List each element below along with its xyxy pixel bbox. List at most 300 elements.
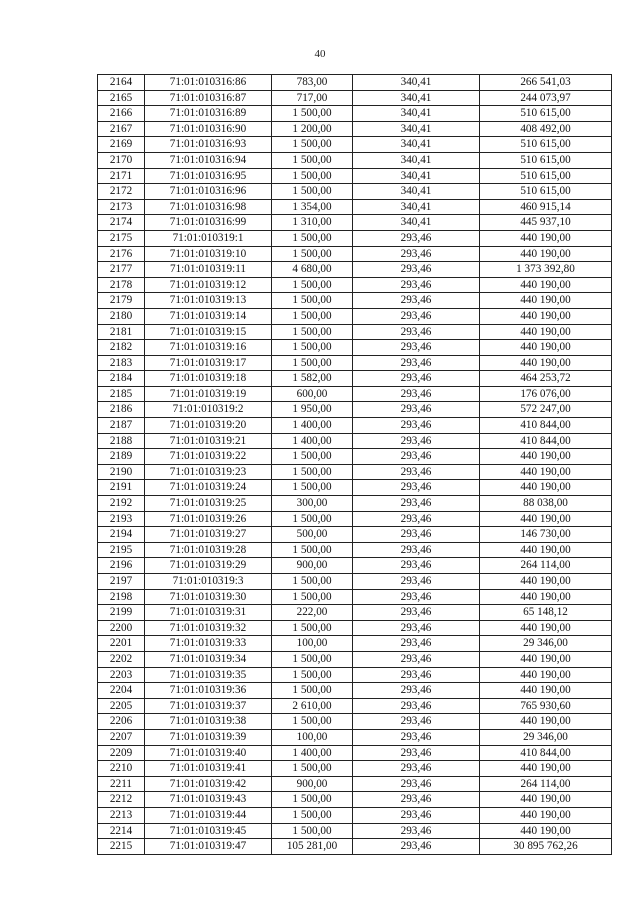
specific-value-cell: 293,46 bbox=[353, 527, 480, 543]
cadastral-number-cell: 71:01:010316:94 bbox=[145, 152, 272, 168]
cadastral-number-cell: 71:01:010319:42 bbox=[145, 776, 272, 792]
cadastral-value-cell: 440 190,00 bbox=[480, 761, 612, 777]
cadastral-number-cell: 71:01:010319:16 bbox=[145, 340, 272, 356]
table-row bbox=[98, 168, 612, 184]
cadastral-number-cell: 71:01:010319:3 bbox=[145, 574, 272, 590]
specific-value-cell: 293,46 bbox=[353, 308, 480, 324]
specific-value-cell: 293,46 bbox=[353, 667, 480, 683]
cadastral-number-cell: 71:01:010316:98 bbox=[145, 199, 272, 215]
cadastral-number-cell: 71:01:010319:23 bbox=[145, 464, 272, 480]
area-cell: 1 500,00 bbox=[272, 651, 353, 667]
cadastral-value-cell: 440 190,00 bbox=[480, 792, 612, 808]
cadastral-value-cell: 440 190,00 bbox=[480, 807, 612, 823]
cadastral-value-cell: 440 190,00 bbox=[480, 324, 612, 340]
row-number-cell: 2170 bbox=[98, 152, 145, 168]
specific-value-cell: 293,46 bbox=[353, 293, 480, 309]
area-cell: 1 500,00 bbox=[272, 137, 353, 153]
row-number-cell: 2202 bbox=[98, 651, 145, 667]
cadastral-value-cell: 440 190,00 bbox=[480, 340, 612, 356]
cadastral-value-cell: 440 190,00 bbox=[480, 589, 612, 605]
specific-value-cell: 340,41 bbox=[353, 199, 480, 215]
cadastral-number-cell: 71:01:010319:33 bbox=[145, 636, 272, 652]
cadastral-number-cell: 71:01:010316:87 bbox=[145, 90, 272, 106]
area-cell: 783,00 bbox=[272, 75, 353, 91]
cadastral-number-cell: 71:01:010319:18 bbox=[145, 371, 272, 387]
table-row bbox=[98, 683, 612, 699]
row-number-cell: 2195 bbox=[98, 542, 145, 558]
specific-value-cell: 293,46 bbox=[353, 386, 480, 402]
cadastral-number-cell: 71:01:010319:22 bbox=[145, 449, 272, 465]
cadastral-value-cell: 440 190,00 bbox=[480, 464, 612, 480]
row-number-cell: 2194 bbox=[98, 527, 145, 543]
cadastral-number-cell: 71:01:010319:10 bbox=[145, 246, 272, 262]
cadastral-value-cell: 1 373 392,80 bbox=[480, 262, 612, 278]
row-number-cell: 2169 bbox=[98, 137, 145, 153]
cadastral-value-cell: 440 190,00 bbox=[480, 620, 612, 636]
area-cell: 1 500,00 bbox=[272, 807, 353, 823]
cadastral-number-cell: 71:01:010319:27 bbox=[145, 527, 272, 543]
row-number-cell: 2182 bbox=[98, 340, 145, 356]
cadastral-number-cell: 71:01:010319:35 bbox=[145, 667, 272, 683]
cadastral-number-cell: 71:01:010316:99 bbox=[145, 215, 272, 231]
row-number-cell: 2171 bbox=[98, 168, 145, 184]
table-row bbox=[98, 651, 612, 667]
cadastral-value-cell: 510 615,00 bbox=[480, 106, 612, 122]
specific-value-cell: 293,46 bbox=[353, 418, 480, 434]
cadastral-value-table bbox=[97, 74, 612, 855]
row-number-cell: 2177 bbox=[98, 262, 145, 278]
cadastral-number-cell: 71:01:010319:40 bbox=[145, 745, 272, 761]
specific-value-cell: 293,46 bbox=[353, 729, 480, 745]
specific-value-cell: 340,41 bbox=[353, 121, 480, 137]
table-row bbox=[98, 449, 612, 465]
cadastral-value-cell: 440 190,00 bbox=[480, 480, 612, 496]
row-number-cell: 2166 bbox=[98, 106, 145, 122]
area-cell: 1 310,00 bbox=[272, 215, 353, 231]
cadastral-number-cell: 71:01:010319:13 bbox=[145, 293, 272, 309]
table-body bbox=[98, 75, 612, 855]
cadastral-number-cell: 71:01:010319:47 bbox=[145, 839, 272, 855]
cadastral-number-cell: 71:01:010319:24 bbox=[145, 480, 272, 496]
specific-value-cell: 293,46 bbox=[353, 698, 480, 714]
area-cell: 1 500,00 bbox=[272, 230, 353, 246]
table-row bbox=[98, 542, 612, 558]
table-row bbox=[98, 106, 612, 122]
area-cell: 1 500,00 bbox=[272, 792, 353, 808]
specific-value-cell: 340,41 bbox=[353, 152, 480, 168]
area-cell: 1 500,00 bbox=[272, 324, 353, 340]
area-cell: 1 500,00 bbox=[272, 683, 353, 699]
area-cell: 100,00 bbox=[272, 636, 353, 652]
table-row bbox=[98, 714, 612, 730]
cadastral-number-cell: 71:01:010319:14 bbox=[145, 308, 272, 324]
cadastral-value-cell: 765 930,60 bbox=[480, 698, 612, 714]
area-cell: 1 500,00 bbox=[272, 761, 353, 777]
area-cell: 105 281,00 bbox=[272, 839, 353, 855]
table-row bbox=[98, 75, 612, 91]
specific-value-cell: 293,46 bbox=[353, 449, 480, 465]
row-number-cell: 2198 bbox=[98, 589, 145, 605]
row-number-cell: 2185 bbox=[98, 386, 145, 402]
cadastral-number-cell: 71:01:010319:15 bbox=[145, 324, 272, 340]
table-row bbox=[98, 402, 612, 418]
specific-value-cell: 293,46 bbox=[353, 324, 480, 340]
row-number-cell: 2188 bbox=[98, 433, 145, 449]
specific-value-cell: 293,46 bbox=[353, 839, 480, 855]
row-number-cell: 2186 bbox=[98, 402, 145, 418]
row-number-cell: 2212 bbox=[98, 792, 145, 808]
table-row bbox=[98, 480, 612, 496]
cadastral-value-cell: 440 190,00 bbox=[480, 667, 612, 683]
table-row bbox=[98, 137, 612, 153]
area-cell: 500,00 bbox=[272, 527, 353, 543]
table-row bbox=[98, 293, 612, 309]
cadastral-number-cell: 71:01:010319:45 bbox=[145, 823, 272, 839]
cadastral-number-cell: 71:01:010319:41 bbox=[145, 761, 272, 777]
cadastral-value-cell: 266 541,03 bbox=[480, 75, 612, 91]
area-cell: 1 950,00 bbox=[272, 402, 353, 418]
specific-value-cell: 293,46 bbox=[353, 574, 480, 590]
area-cell: 1 500,00 bbox=[272, 184, 353, 200]
cadastral-number-cell: 71:01:010319:2 bbox=[145, 402, 272, 418]
specific-value-cell: 293,46 bbox=[353, 277, 480, 293]
specific-value-cell: 340,41 bbox=[353, 90, 480, 106]
table-row bbox=[98, 277, 612, 293]
specific-value-cell: 293,46 bbox=[353, 402, 480, 418]
area-cell: 1 500,00 bbox=[272, 574, 353, 590]
row-number-cell: 2175 bbox=[98, 230, 145, 246]
cadastral-number-cell: 71:01:010319:44 bbox=[145, 807, 272, 823]
cadastral-value-cell: 445 937,10 bbox=[480, 215, 612, 231]
specific-value-cell: 293,46 bbox=[353, 230, 480, 246]
cadastral-value-cell: 440 190,00 bbox=[480, 651, 612, 667]
area-cell: 1 500,00 bbox=[272, 340, 353, 356]
row-number-cell: 2193 bbox=[98, 511, 145, 527]
table-row bbox=[98, 199, 612, 215]
area-cell: 1 500,00 bbox=[272, 511, 353, 527]
area-cell: 1 500,00 bbox=[272, 464, 353, 480]
cadastral-value-cell: 440 190,00 bbox=[480, 277, 612, 293]
cadastral-number-cell: 71:01:010319:19 bbox=[145, 386, 272, 402]
cadastral-value-cell: 440 190,00 bbox=[480, 293, 612, 309]
row-number-cell: 2214 bbox=[98, 823, 145, 839]
area-cell: 1 500,00 bbox=[272, 246, 353, 262]
table-row bbox=[98, 433, 612, 449]
cadastral-value-cell: 440 190,00 bbox=[480, 308, 612, 324]
cadastral-number-cell: 71:01:010319:43 bbox=[145, 792, 272, 808]
specific-value-cell: 293,46 bbox=[353, 542, 480, 558]
table-row bbox=[98, 636, 612, 652]
area-cell: 1 500,00 bbox=[272, 714, 353, 730]
cadastral-value-cell: 440 190,00 bbox=[480, 574, 612, 590]
specific-value-cell: 293,46 bbox=[353, 589, 480, 605]
cadastral-number-cell: 71:01:010319:30 bbox=[145, 589, 272, 605]
cadastral-value-cell: 30 895 762,26 bbox=[480, 839, 612, 855]
specific-value-cell: 293,46 bbox=[353, 761, 480, 777]
cadastral-number-cell: 71:01:010319:21 bbox=[145, 433, 272, 449]
table-row bbox=[98, 745, 612, 761]
table-row bbox=[98, 496, 612, 512]
specific-value-cell: 293,46 bbox=[353, 558, 480, 574]
cadastral-value-cell: 410 844,00 bbox=[480, 418, 612, 434]
area-cell: 1 200,00 bbox=[272, 121, 353, 137]
table-row bbox=[98, 792, 612, 808]
cadastral-number-cell: 71:01:010319:29 bbox=[145, 558, 272, 574]
table-row bbox=[98, 340, 612, 356]
table-row bbox=[98, 776, 612, 792]
row-number-cell: 2199 bbox=[98, 605, 145, 621]
cadastral-number-cell: 71:01:010319:17 bbox=[145, 355, 272, 371]
table-row bbox=[98, 823, 612, 839]
table-row bbox=[98, 729, 612, 745]
specific-value-cell: 293,46 bbox=[353, 683, 480, 699]
cadastral-value-cell: 440 190,00 bbox=[480, 246, 612, 262]
row-number-cell: 2192 bbox=[98, 496, 145, 512]
row-number-cell: 2173 bbox=[98, 199, 145, 215]
specific-value-cell: 293,46 bbox=[353, 605, 480, 621]
cadastral-value-cell: 410 844,00 bbox=[480, 433, 612, 449]
area-cell: 1 354,00 bbox=[272, 199, 353, 215]
row-number-cell: 2176 bbox=[98, 246, 145, 262]
specific-value-cell: 293,46 bbox=[353, 433, 480, 449]
cadastral-value-cell: 410 844,00 bbox=[480, 745, 612, 761]
specific-value-cell: 293,46 bbox=[353, 340, 480, 356]
specific-value-cell: 293,46 bbox=[353, 792, 480, 808]
area-cell: 1 500,00 bbox=[272, 293, 353, 309]
cadastral-number-cell: 71:01:010319:38 bbox=[145, 714, 272, 730]
cadastral-number-cell: 71:01:010316:90 bbox=[145, 121, 272, 137]
row-number-cell: 2181 bbox=[98, 324, 145, 340]
specific-value-cell: 340,41 bbox=[353, 215, 480, 231]
area-cell: 1 582,00 bbox=[272, 371, 353, 387]
table-row bbox=[98, 324, 612, 340]
cadastral-number-cell: 71:01:010319:12 bbox=[145, 277, 272, 293]
row-number-cell: 2187 bbox=[98, 418, 145, 434]
row-number-cell: 2167 bbox=[98, 121, 145, 137]
table-row bbox=[98, 839, 612, 855]
row-number-cell: 2189 bbox=[98, 449, 145, 465]
row-number-cell: 2165 bbox=[98, 90, 145, 106]
specific-value-cell: 293,46 bbox=[353, 246, 480, 262]
cadastral-value-cell: 440 190,00 bbox=[480, 714, 612, 730]
table-row bbox=[98, 230, 612, 246]
cadastral-number-cell: 71:01:010319:39 bbox=[145, 729, 272, 745]
table-row bbox=[98, 527, 612, 543]
cadastral-value-cell: 572 247,00 bbox=[480, 402, 612, 418]
specific-value-cell: 293,46 bbox=[353, 371, 480, 387]
cadastral-value-cell: 176 076,00 bbox=[480, 386, 612, 402]
area-cell: 900,00 bbox=[272, 558, 353, 574]
specific-value-cell: 340,41 bbox=[353, 168, 480, 184]
table-row bbox=[98, 605, 612, 621]
cadastral-number-cell: 71:01:010316:95 bbox=[145, 168, 272, 184]
area-cell: 1 500,00 bbox=[272, 152, 353, 168]
specific-value-cell: 293,46 bbox=[353, 807, 480, 823]
table-row bbox=[98, 90, 612, 106]
row-number-cell: 2184 bbox=[98, 371, 145, 387]
cadastral-number-cell: 71:01:010319:32 bbox=[145, 620, 272, 636]
table-row bbox=[98, 698, 612, 714]
specific-value-cell: 293,46 bbox=[353, 464, 480, 480]
specific-value-cell: 293,46 bbox=[353, 714, 480, 730]
cadastral-number-cell: 71:01:010316:93 bbox=[145, 137, 272, 153]
cadastral-value-cell: 29 346,00 bbox=[480, 729, 612, 745]
cadastral-value-cell: 29 346,00 bbox=[480, 636, 612, 652]
cadastral-value-cell: 244 073,97 bbox=[480, 90, 612, 106]
area-cell: 1 500,00 bbox=[272, 620, 353, 636]
area-cell: 100,00 bbox=[272, 729, 353, 745]
cadastral-value-cell: 264 114,00 bbox=[480, 776, 612, 792]
cadastral-number-cell: 71:01:010319:1 bbox=[145, 230, 272, 246]
cadastral-value-cell: 408 492,00 bbox=[480, 121, 612, 137]
specific-value-cell: 340,41 bbox=[353, 137, 480, 153]
cadastral-number-cell: 71:01:010319:34 bbox=[145, 651, 272, 667]
cadastral-value-cell: 65 148,12 bbox=[480, 605, 612, 621]
row-number-cell: 2215 bbox=[98, 839, 145, 855]
row-number-cell: 2172 bbox=[98, 184, 145, 200]
page-number: 40 bbox=[314, 48, 326, 60]
table-row bbox=[98, 620, 612, 636]
area-cell: 1 500,00 bbox=[272, 480, 353, 496]
table-row bbox=[98, 246, 612, 262]
area-cell: 2 610,00 bbox=[272, 698, 353, 714]
row-number-cell: 2179 bbox=[98, 293, 145, 309]
area-cell: 1 500,00 bbox=[272, 449, 353, 465]
row-number-cell: 2204 bbox=[98, 683, 145, 699]
cadastral-value-cell: 464 253,72 bbox=[480, 371, 612, 387]
area-cell: 1 400,00 bbox=[272, 433, 353, 449]
area-cell: 1 500,00 bbox=[272, 308, 353, 324]
cadastral-number-cell: 71:01:010319:36 bbox=[145, 683, 272, 699]
cadastral-number-cell: 71:01:010316:86 bbox=[145, 75, 272, 91]
area-cell: 1 500,00 bbox=[272, 106, 353, 122]
row-number-cell: 2201 bbox=[98, 636, 145, 652]
table-row bbox=[98, 184, 612, 200]
row-number-cell: 2164 bbox=[98, 75, 145, 91]
table-row bbox=[98, 667, 612, 683]
table-row bbox=[98, 558, 612, 574]
table-row bbox=[98, 807, 612, 823]
table-row bbox=[98, 371, 612, 387]
cadastral-number-cell: 71:01:010319:37 bbox=[145, 698, 272, 714]
area-cell: 4 680,00 bbox=[272, 262, 353, 278]
cadastral-value-cell: 440 190,00 bbox=[480, 683, 612, 699]
specific-value-cell: 293,46 bbox=[353, 745, 480, 761]
cadastral-value-cell: 440 190,00 bbox=[480, 355, 612, 371]
cadastral-number-cell: 71:01:010319:11 bbox=[145, 262, 272, 278]
row-number-cell: 2203 bbox=[98, 667, 145, 683]
area-cell: 1 500,00 bbox=[272, 823, 353, 839]
cadastral-number-cell: 71:01:010316:89 bbox=[145, 106, 272, 122]
table-row bbox=[98, 215, 612, 231]
table-row bbox=[98, 308, 612, 324]
table-row bbox=[98, 589, 612, 605]
cadastral-value-cell: 440 190,00 bbox=[480, 542, 612, 558]
cadastral-value-cell: 146 730,00 bbox=[480, 527, 612, 543]
area-cell: 1 400,00 bbox=[272, 418, 353, 434]
row-number-cell: 2210 bbox=[98, 761, 145, 777]
row-number-cell: 2180 bbox=[98, 308, 145, 324]
area-cell: 222,00 bbox=[272, 605, 353, 621]
table-row bbox=[98, 418, 612, 434]
specific-value-cell: 340,41 bbox=[353, 184, 480, 200]
area-cell: 1 500,00 bbox=[272, 542, 353, 558]
cadastral-value-cell: 440 190,00 bbox=[480, 823, 612, 839]
row-number-cell: 2205 bbox=[98, 698, 145, 714]
row-number-cell: 2213 bbox=[98, 807, 145, 823]
area-cell: 717,00 bbox=[272, 90, 353, 106]
table-row bbox=[98, 761, 612, 777]
area-cell: 1 500,00 bbox=[272, 168, 353, 184]
specific-value-cell: 293,46 bbox=[353, 480, 480, 496]
row-number-cell: 2200 bbox=[98, 620, 145, 636]
cadastral-number-cell: 71:01:010319:20 bbox=[145, 418, 272, 434]
table-row bbox=[98, 152, 612, 168]
cadastral-number-cell: 71:01:010316:96 bbox=[145, 184, 272, 200]
area-cell: 300,00 bbox=[272, 496, 353, 512]
table-row bbox=[98, 355, 612, 371]
cadastral-value-cell: 510 615,00 bbox=[480, 168, 612, 184]
area-cell: 1 500,00 bbox=[272, 589, 353, 605]
cadastral-value-cell: 440 190,00 bbox=[480, 511, 612, 527]
table-row bbox=[98, 574, 612, 590]
cadastral-value-cell: 510 615,00 bbox=[480, 152, 612, 168]
area-cell: 1 500,00 bbox=[272, 667, 353, 683]
cadastral-value-cell: 264 114,00 bbox=[480, 558, 612, 574]
specific-value-cell: 293,46 bbox=[353, 262, 480, 278]
cadastral-number-cell: 71:01:010319:25 bbox=[145, 496, 272, 512]
area-cell: 1 400,00 bbox=[272, 745, 353, 761]
specific-value-cell: 293,46 bbox=[353, 355, 480, 371]
table-row bbox=[98, 386, 612, 402]
row-number-cell: 2190 bbox=[98, 464, 145, 480]
specific-value-cell: 340,41 bbox=[353, 106, 480, 122]
row-number-cell: 2209 bbox=[98, 745, 145, 761]
specific-value-cell: 293,46 bbox=[353, 776, 480, 792]
row-number-cell: 2207 bbox=[98, 729, 145, 745]
specific-value-cell: 293,46 bbox=[353, 496, 480, 512]
area-cell: 900,00 bbox=[272, 776, 353, 792]
specific-value-cell: 293,46 bbox=[353, 511, 480, 527]
row-number-cell: 2183 bbox=[98, 355, 145, 371]
area-cell: 1 500,00 bbox=[272, 277, 353, 293]
area-cell: 600,00 bbox=[272, 386, 353, 402]
table-row bbox=[98, 464, 612, 480]
cadastral-value-cell: 88 038,00 bbox=[480, 496, 612, 512]
table-row bbox=[98, 511, 612, 527]
row-number-cell: 2191 bbox=[98, 480, 145, 496]
cadastral-number-cell: 71:01:010319:26 bbox=[145, 511, 272, 527]
cadastral-number-cell: 71:01:010319:28 bbox=[145, 542, 272, 558]
cadastral-value-cell: 510 615,00 bbox=[480, 184, 612, 200]
row-number-cell: 2206 bbox=[98, 714, 145, 730]
specific-value-cell: 340,41 bbox=[353, 75, 480, 91]
table-row bbox=[98, 262, 612, 278]
cadastral-value-cell: 510 615,00 bbox=[480, 137, 612, 153]
specific-value-cell: 293,46 bbox=[353, 823, 480, 839]
row-number-cell: 2196 bbox=[98, 558, 145, 574]
specific-value-cell: 293,46 bbox=[353, 651, 480, 667]
row-number-cell: 2178 bbox=[98, 277, 145, 293]
area-cell: 1 500,00 bbox=[272, 355, 353, 371]
cadastral-value-cell: 460 915,14 bbox=[480, 199, 612, 215]
cadastral-value-cell: 440 190,00 bbox=[480, 449, 612, 465]
row-number-cell: 2174 bbox=[98, 215, 145, 231]
table-row bbox=[98, 121, 612, 137]
cadastral-value-cell: 440 190,00 bbox=[480, 230, 612, 246]
cadastral-number-cell: 71:01:010319:31 bbox=[145, 605, 272, 621]
specific-value-cell: 293,46 bbox=[353, 620, 480, 636]
